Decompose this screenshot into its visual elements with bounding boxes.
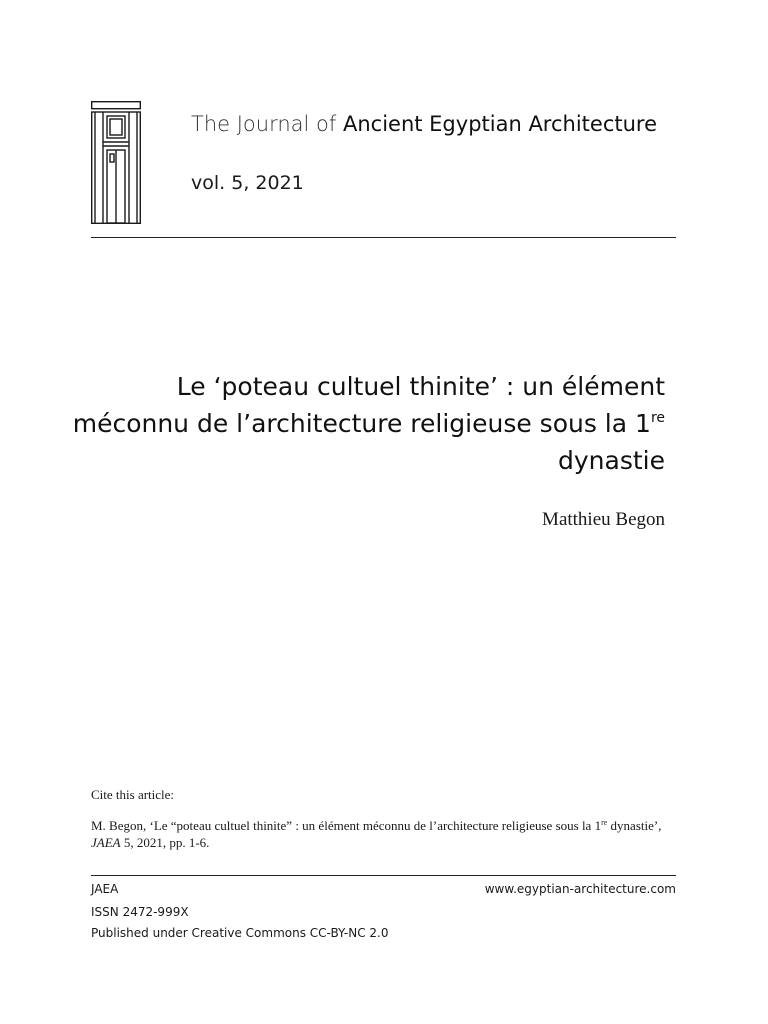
citation-text <box>91 817 676 851</box>
footer-website-link[interactable]: www.egyptian-architecture.com <box>484 882 676 896</box>
footer-journal-abbr: JAEA <box>91 882 119 896</box>
article-title-text: Le ‘poteau cultuel thinite’ : un élément méconnu de l’architecture religieuse sous la 1 <box>72 372 665 438</box>
citation-journal-abbr: JAEA <box>91 835 121 850</box>
cite-label: Cite this article: <box>91 787 175 802</box>
author-name: Matthieu Begon <box>542 509 665 530</box>
header-divider <box>91 237 676 238</box>
footer-divider <box>91 875 676 876</box>
citation-part2: dynastie’, <box>607 818 662 833</box>
citation-superscript: re <box>601 818 608 827</box>
citation-part3: 5, 2021, pp. 1-6. <box>120 835 210 850</box>
journal-title <box>191 110 711 138</box>
journal-title-prefix: The Journal of <box>191 112 337 136</box>
journal-logo-icon <box>91 101 141 224</box>
article-title-superscript: re <box>650 410 665 426</box>
article-title <box>65 368 665 479</box>
journal-title-name: Ancient Egyptian Architecture <box>342 112 658 136</box>
volume-label: vol. 5, 2021 <box>191 172 304 194</box>
article-title-end: dynastie <box>558 446 665 475</box>
footer-issn: ISSN 2472-999X <box>91 905 189 919</box>
footer-license: Published under Creative Commons CC-BY-NC 2.0 <box>91 926 389 940</box>
citation-part1: M. Begon, ‘Le “poteau cultuel thinite” : un élément méconnu de l’architecture religieuse sous la 1 <box>91 818 602 833</box>
